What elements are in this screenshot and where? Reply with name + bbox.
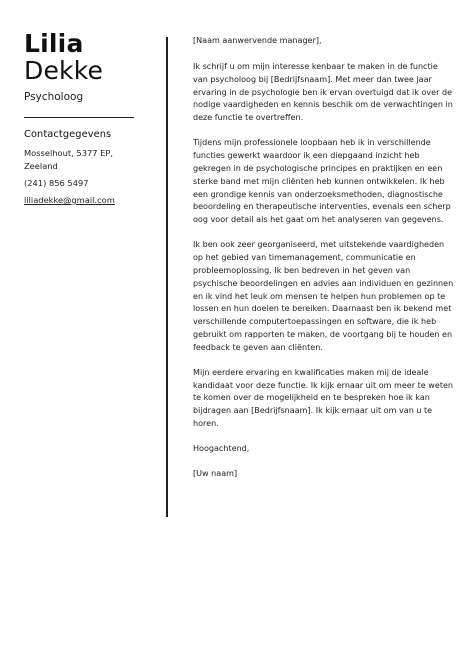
letter-paragraph-2: Tijdens mijn professionele loopbaan heb ik in verschillende functies gewerkt waardoor ik een diepgaand inzicht heb gekregen in de psychologische principes en praktijken en een sterke band met mijn cliënten heb kunnen ontwikkelen. Ik heb een grondige kennis van onderzoeksmethoden, diagnostische beoordeling en therapeutische interventies, evenals een scherp oog voor detail als het gaat om het analyseren van gegevens. xyxy=(193,138,451,225)
letter-paragraph-4: Mijn eerdere ervaring en kwalificaties maken mij de ideale kandidaat voor deze functie. Ik kijk ernaar uit om meer te weten te komen over de mogelijkheid en te bespreken hoe ik kan bijdragen aan [Bedrijfsnaam]. Ik kijk ernaar uit om van u te horen. xyxy=(193,367,454,429)
contact-heading: Contactgegevens xyxy=(24,129,112,140)
contact-email-link[interactable]: liliadekke@gmail.com xyxy=(24,195,115,205)
last-name: Dekke xyxy=(24,56,104,85)
letter-paragraph-1: Ik schrijf u om mijn interesse kenbaar te maken in de functie van psycholoog bij [Bedrijfsnaam]. Met meer dan twee jaar ervaring in de psychologie ben ik ervan overtuigd dat ik over de nodige vaardigheden en kennis beschik om de verwachtingen in deze functie te overtreffen. xyxy=(193,61,453,123)
letter-closing: Hoogachtend, xyxy=(193,444,250,454)
sidebar xyxy=(24,30,139,207)
contact-phone: (241) 856 5497 xyxy=(24,178,89,188)
address-line-2: Zeeland xyxy=(24,161,58,171)
first-name: Lilia xyxy=(24,29,84,58)
letter-signature: [Uw naam] xyxy=(193,469,238,479)
address-line-1: Mosselhout, 5377 EP, xyxy=(24,148,114,158)
vertical-divider xyxy=(166,37,168,517)
job-title: Psycholoog xyxy=(24,91,84,103)
contact-address xyxy=(24,147,139,173)
letter-body xyxy=(193,35,455,494)
letter-paragraph-3: Ik ben ook zeer georganiseerd, met uitstekende vaardigheden op het gebied van timemanagement, communicatie en probleemoplossing. Ik ben bedreven in het geven van psychische beoordelingen en advies aan individuen en gezinnen en ik vind het leuk om mensen te helpen hun problemen op te lossen en hun doelen te bereiken. Daarnaast ben ik bekend met verschillende computertoepassingen en software, die ik heb gebruikt om rapporten te maken, de voortgang bij te houden en feedback te geven aan cliënten. xyxy=(193,240,454,352)
sidebar-divider xyxy=(24,117,134,118)
letter-salutation: [Naam aanwervende manager], xyxy=(193,36,322,45)
